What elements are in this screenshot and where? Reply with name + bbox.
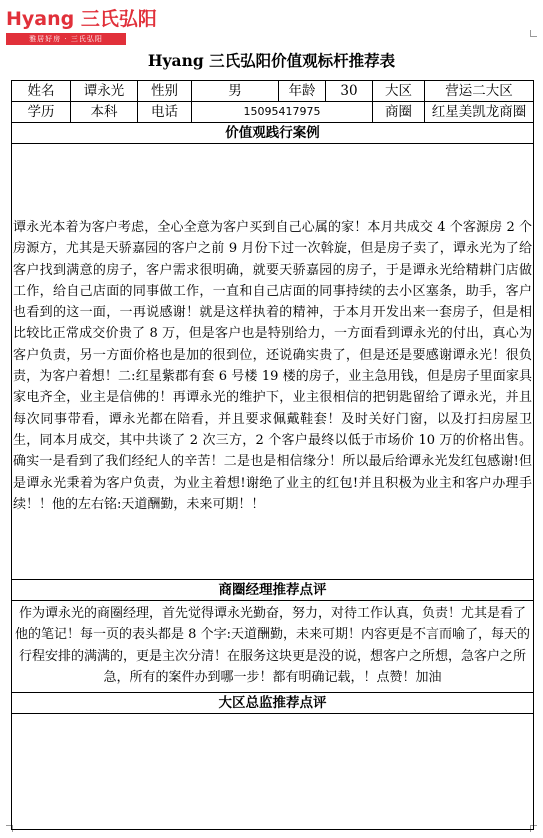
logo-text: Hyang 三氏弘阳 xyxy=(6,8,157,30)
region-label: 大区 xyxy=(373,81,425,101)
page-corner-mark xyxy=(530,30,537,37)
education-label: 学历 xyxy=(12,102,71,122)
manager-review-text: 作为谭永光的商圈经理，首先觉得谭永光勤奋，努力，对待工作认真，负责！尤其是看了他的笔记！每一页的表头都是 8 个字:天道酬勤，未来可期！内容更是不言而喻了，每天的行程安排的满满的，更是主次分清！在服务这块更是没的说，想客户之所想，急客户之所急，所有的案件办到哪一步！都有明确记载，！点赞！加油 xyxy=(12,601,533,693)
age-label: 年龄 xyxy=(279,81,326,101)
company-logo xyxy=(6,8,157,48)
info-row-1 xyxy=(12,81,533,102)
practice-case-text: 谭永光本着为客户考虑，全心全意为客户买到自己心属的家！本月共成交 4 个客源房 2 个房源方，尤其是天骄嘉园的客户之前 9 月份下过一次斡旋，但是房子卖了，谭永光为了给客户找到满意的房子，客户需求很明确，就要天骄嘉园的房子，于是谭永光给精耕门店做工作，给自己店面的同事做工作，一直和自己店面的同事持续的去小区塞条，助手，客户也看到的这一面，一再说感谢！就是这样执着的精神，于本月开发出来一套房子，但是相比较比正常成交价贵了 8 万，但是客户也是特别给力，一方面看到谭永光的付出，真心为客户负责，另一方面价格也是加的很到位，还说确实贵了，但是还是要感谢谭永光！很负责，为客户着想！二:红星紫郡有套 6 号楼 19 楼的房子，业主急用钱，但是房子里面家具家电齐全，业主是信佛的！再谭永光的维护下，业主很相信的把钥匙留给了谭永光，并且每次同事带看，谭永光都在陪看，并且要求佩戴鞋套！及时关好门窗，以及打扫房屋卫生，同本月成交，其中共谈了 2 次三方，2 个客户最终以低于市场价 10 万的价格出售。确实一是看到了我们经纪人的辛苦！二是也是相信缘分！所以最后给谭永光发红包感谢!但是谭永光秉着为客户负责，为业主着想!谢绝了业主的红包!并且积极为业主和客户办理手续！！他的左右铭:天道酬勤，未来可期！！ xyxy=(12,144,533,580)
section-title-director-review: 大区总监推荐点评 xyxy=(12,693,533,714)
section-title-practice-case: 价值观践行案例 xyxy=(12,123,533,144)
info-row-2 xyxy=(12,102,533,123)
store-value: 红星美凯龙商圈 xyxy=(431,104,527,120)
phone-value: 15095417975 xyxy=(192,102,373,122)
recommendation-form xyxy=(11,80,534,830)
gender-value: 男 xyxy=(192,81,279,101)
name-value: 谭永光 xyxy=(71,81,138,101)
document-title: Hyang 三氏弘阳价值观标杆推荐表 xyxy=(147,51,396,70)
phone-label: 电话 xyxy=(138,102,192,122)
logo-tagline: 雅居好房 · 三氏弘阳 xyxy=(6,33,126,45)
director-review-text xyxy=(12,714,533,829)
name-label: 姓名 xyxy=(12,81,71,101)
gender-label: 性别 xyxy=(138,81,192,101)
age-value: 30 xyxy=(326,81,373,101)
region-value: 营运二大区 xyxy=(445,83,513,99)
section-title-manager-review: 商圈经理推荐点评 xyxy=(12,580,533,601)
education-value: 本科 xyxy=(71,102,138,122)
store-label: 商圈 xyxy=(373,102,425,122)
